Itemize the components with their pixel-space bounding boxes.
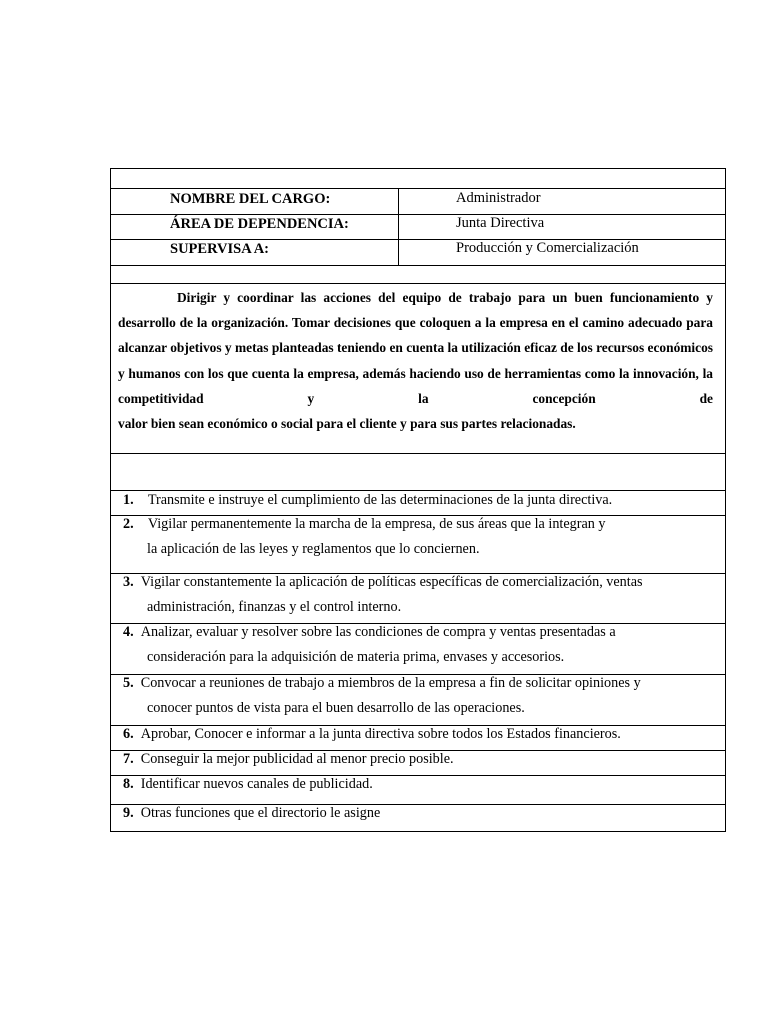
function-number: 2.: [123, 516, 134, 532]
function-item: [123, 726, 715, 742]
objective-row: [111, 283, 725, 453]
function-number: 3.: [123, 574, 134, 590]
table-row-department: [111, 214, 725, 239]
function-item: [123, 624, 715, 665]
function-number: 9.: [123, 805, 134, 821]
department-value: Junta Directiva: [456, 215, 545, 231]
function-text: Analizar, evaluar y resolver sobre las condiciones de compra y ventas presentadas a: [140, 624, 616, 640]
table-row-supervises: [111, 239, 725, 265]
function-row: [111, 623, 725, 674]
function-text: Convocar a reuniones de trabajo a miembros de la empresa a fin de solicitar opiniones y: [140, 675, 641, 691]
function-item: [123, 492, 715, 508]
function-item: [123, 574, 715, 615]
objective-paragraph: Dirigir y coordinar las acciones del equipo de trabajo para un buen funcionamiento y desarrollo de la organización. Tomar decisiones que coloquen a la empresa en el camino adecuado para alcanzar objetivos y metas planteadas teniendo en cuenta la utilización eficaz de los recursos económicos y humanos con los que cuenta la empresa, además haciendo uso de herramientas como la innovación, la competitividad y la concepción de: [118, 290, 713, 406]
function-item: [123, 776, 715, 792]
function-text: Transmite e instruye el cumplimiento de las determinaciones de la junta directiva.: [147, 492, 613, 508]
function-text: Vigilar permanentemente la marcha de la empresa, de sus áreas que la integran y: [147, 516, 606, 532]
spacer-row: [111, 453, 725, 490]
job-description-table: [110, 168, 726, 832]
function-text: Conseguir la mejor publicidad al menor precio posible.: [140, 751, 454, 767]
function-text-continued: administración, finanzas y el control interno.: [147, 599, 402, 615]
objective-text: [118, 285, 713, 436]
function-text-continued: consideración para la adquisición de materia prima, envases y accesorios.: [147, 649, 565, 665]
function-number: 8.: [123, 776, 134, 792]
function-text-continued: conocer puntos de vista para el buen desarrollo de las operaciones.: [147, 700, 525, 716]
table-title-row: [111, 169, 725, 188]
function-number: 1.: [123, 492, 134, 508]
function-row: [111, 490, 725, 515]
job-title-value: Administrador: [456, 190, 541, 206]
spacer-row: [111, 265, 725, 283]
function-item: [123, 516, 715, 557]
column-divider: [398, 188, 399, 265]
job-title-label: NOMBRE DEL CARGO:: [170, 191, 331, 207]
function-row: [111, 573, 725, 623]
function-text: Vigilar constantemente la aplicación de políticas específicas de comercialización, ventas: [140, 574, 643, 590]
function-number: 6.: [123, 726, 134, 742]
function-text-continued: la aplicación de las leyes y reglamentos que lo conciernen.: [147, 541, 480, 557]
function-text: Aprobar, Conocer e informar a la junta directiva sobre todos los Estados financieros.: [140, 726, 621, 742]
function-row: [111, 750, 725, 775]
function-item: [123, 675, 715, 716]
supervises-value: Producción y Comercialización: [456, 240, 639, 256]
function-number: 7.: [123, 751, 134, 767]
function-item: [123, 751, 715, 767]
table-row-job-title: [111, 188, 725, 214]
function-number: 5.: [123, 675, 134, 691]
function-item: [123, 805, 715, 821]
function-text: Identificar nuevos canales de publicidad.: [140, 776, 373, 792]
function-row: [111, 725, 725, 750]
objective-paragraph-end: valor bien sean económico o social para el cliente y para sus partes relacionadas.: [118, 416, 576, 432]
function-row: [111, 515, 725, 573]
function-number: 4.: [123, 624, 134, 640]
function-row: [111, 804, 725, 832]
supervises-label: SUPERVISA A:: [170, 241, 270, 257]
function-text: Otras funciones que el directorio le asigne: [140, 805, 381, 821]
function-row: [111, 775, 725, 804]
function-row: [111, 674, 725, 725]
department-label: ÁREA DE DEPENDENCIA:: [170, 216, 349, 232]
